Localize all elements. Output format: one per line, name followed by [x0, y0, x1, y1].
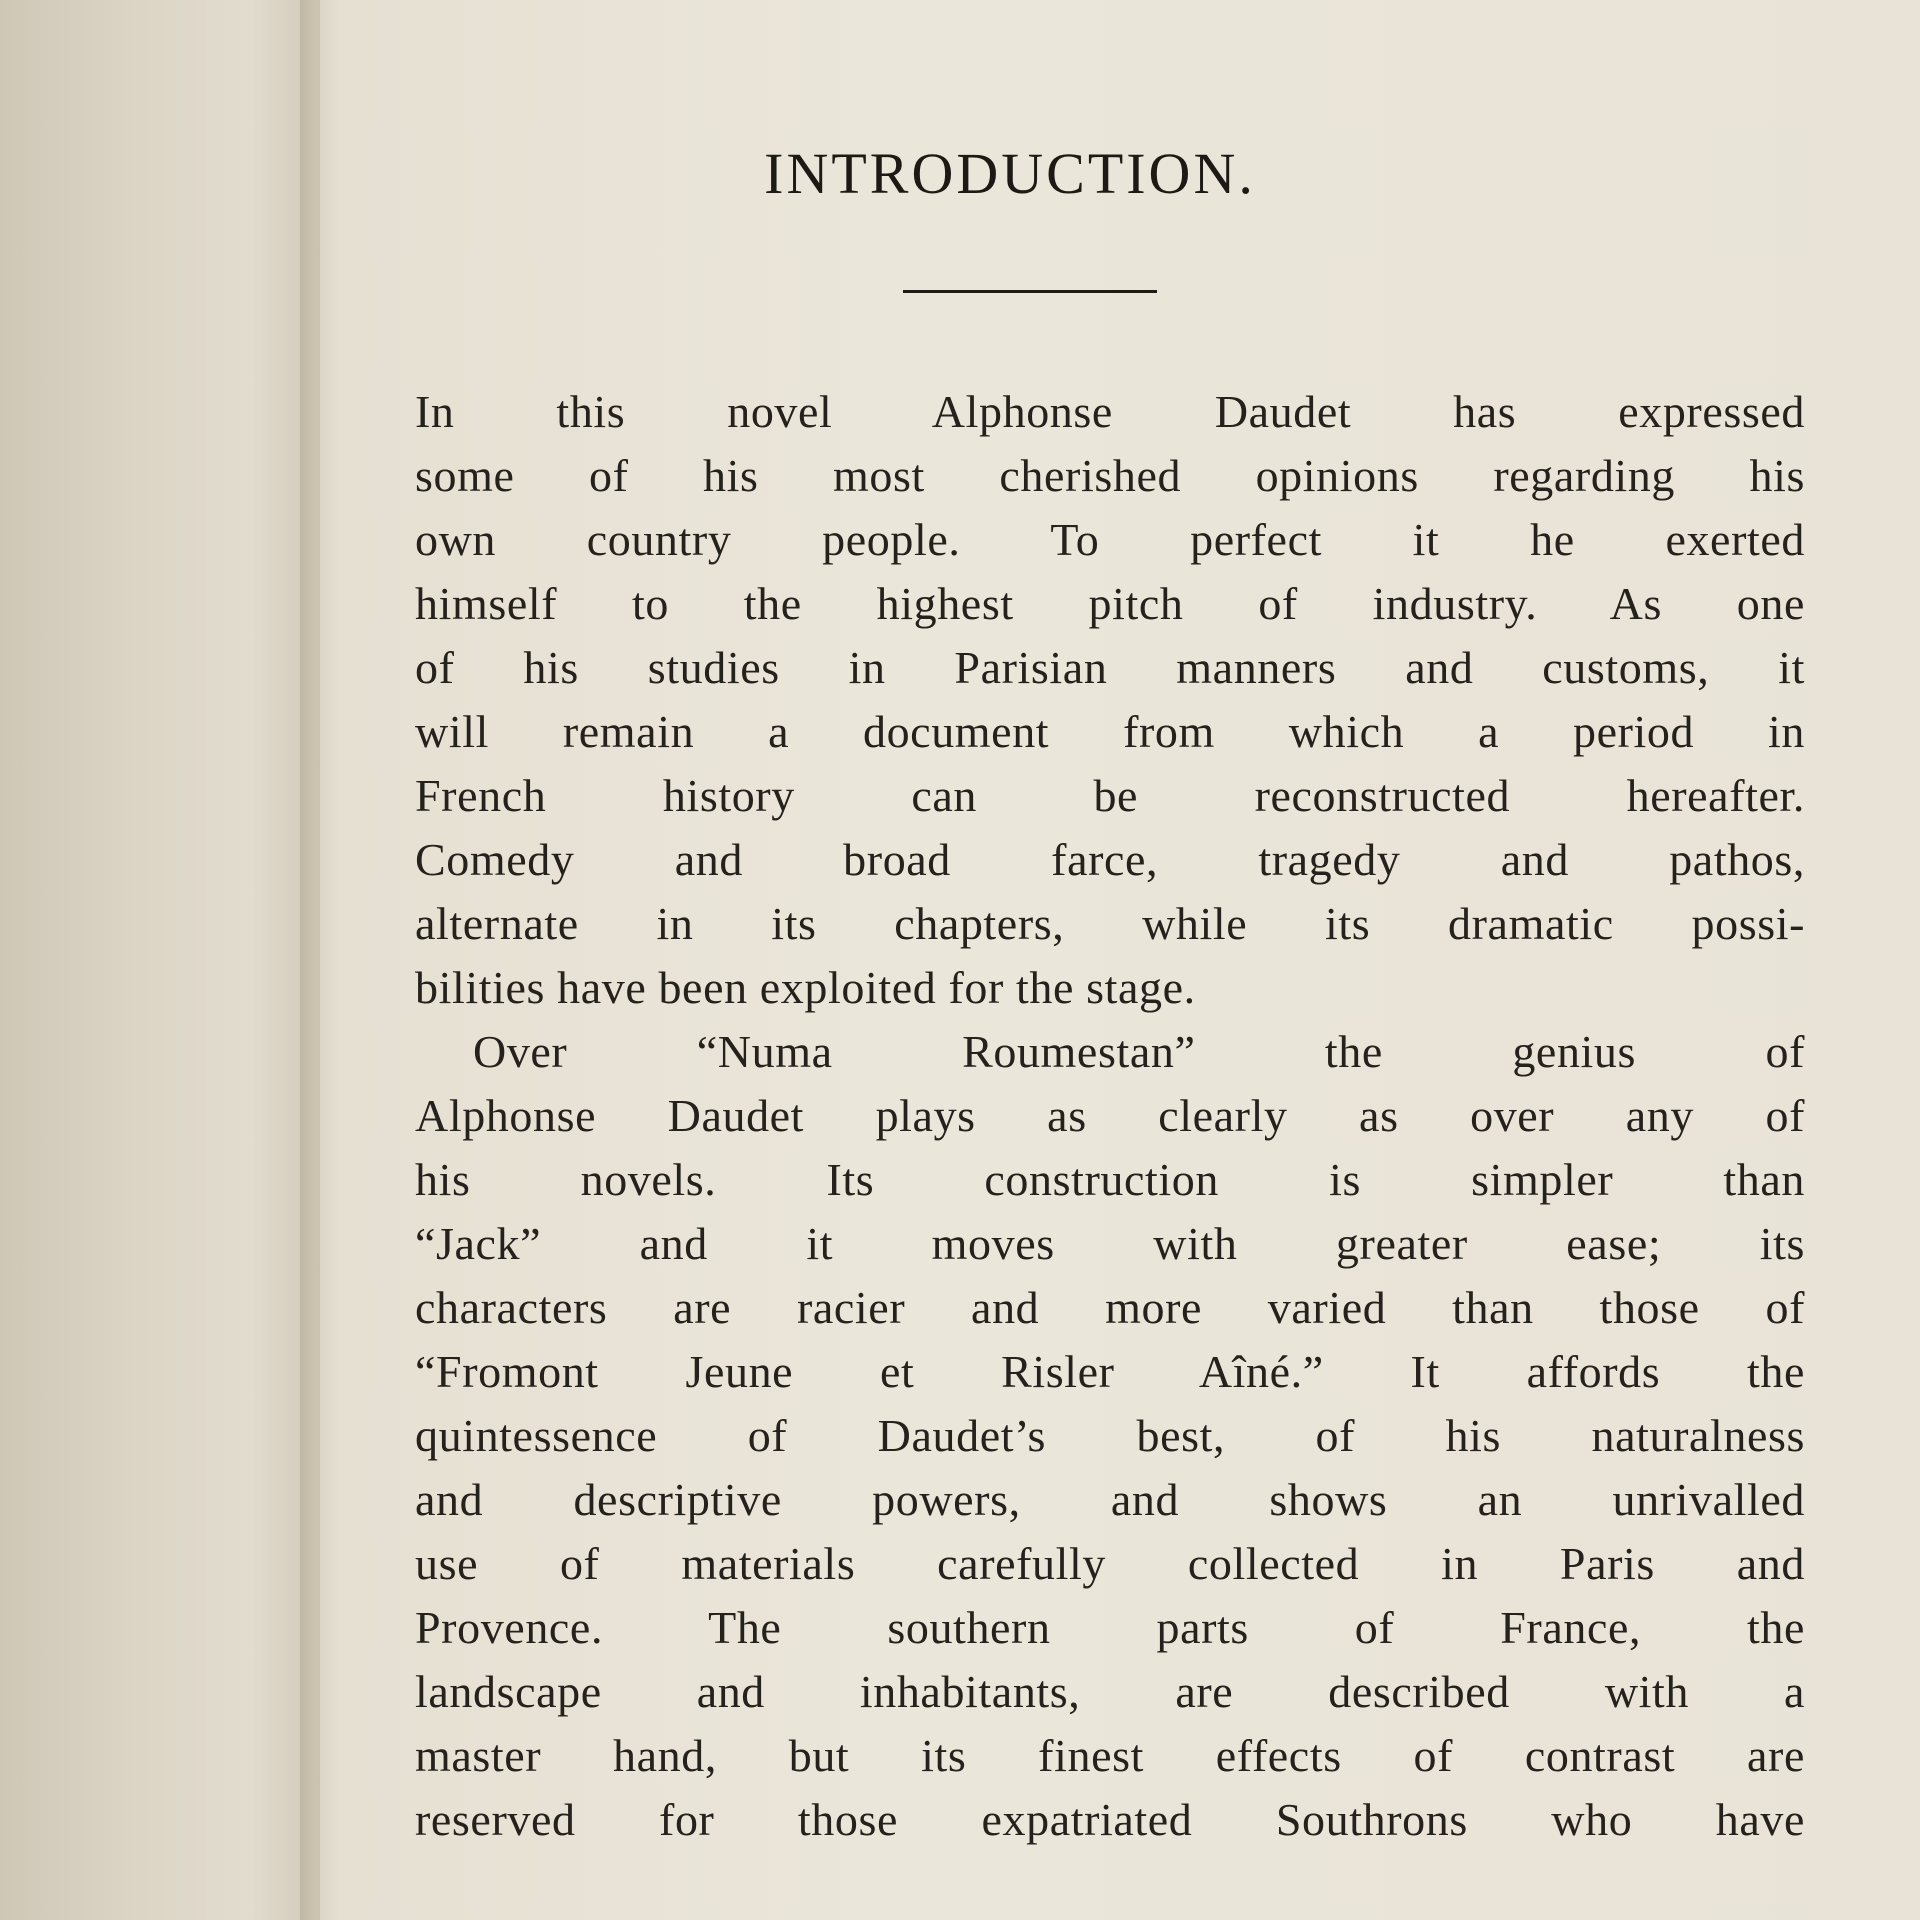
- text-line: bilities have been exploited for the stage.: [415, 962, 1196, 1013]
- body-text: [415, 380, 1805, 1852]
- text-line: himself to the highest pitch of industry. As one: [415, 578, 1805, 629]
- text-line: “Fromont Jeune et Risler Aîné.” It affords the: [415, 1346, 1805, 1397]
- text-line: use of materials carefully collected in Paris and: [415, 1538, 1805, 1589]
- text-line: Provence. The southern parts of France, the: [415, 1602, 1805, 1653]
- text-line: characters are racier and more varied than those of: [415, 1282, 1805, 1333]
- text-line: quintessence of Daudet’s best, of his naturalness: [415, 1410, 1805, 1461]
- chapter-heading: INTRODUCTION.: [764, 141, 1256, 206]
- text-line: Over “Numa Roumestan” the genius of: [473, 1026, 1805, 1077]
- text-line: own country people. To perfect it he exerted: [415, 514, 1805, 565]
- book-page: [320, 0, 1920, 1920]
- paragraph-2: [415, 1020, 1805, 1852]
- text-line: “Jack” and it moves with greater ease; its: [415, 1218, 1805, 1269]
- text-line: In this novel Alphonse Daudet has expressed: [415, 386, 1805, 437]
- text-line: Comedy and broad farce, tragedy and pathos,: [415, 834, 1805, 885]
- text-line: reserved for those expatriated Southrons who have: [415, 1794, 1805, 1845]
- text-line: and descriptive powers, and shows an unrivalled: [415, 1474, 1805, 1525]
- heading-rule: [903, 290, 1157, 293]
- text-line: will remain a document from which a period in: [415, 706, 1805, 757]
- text-line: alternate in its chapters, while its dramatic possi-: [415, 898, 1805, 949]
- left-page-edge: [0, 0, 320, 1920]
- text-line: landscape and inhabitants, are described with a: [415, 1666, 1805, 1717]
- paragraph-1: [415, 380, 1805, 1020]
- text-line: his novels. Its construction is simpler than: [415, 1154, 1805, 1205]
- text-line: master hand, but its finest effects of contrast are: [415, 1730, 1805, 1781]
- text-line: Alphonse Daudet plays as clearly as over any of: [415, 1090, 1805, 1141]
- text-line: of his studies in Parisian manners and customs, it: [415, 642, 1805, 693]
- text-line: some of his most cherished opinions regarding his: [415, 450, 1805, 501]
- text-line: French history can be reconstructed hereafter.: [415, 770, 1805, 821]
